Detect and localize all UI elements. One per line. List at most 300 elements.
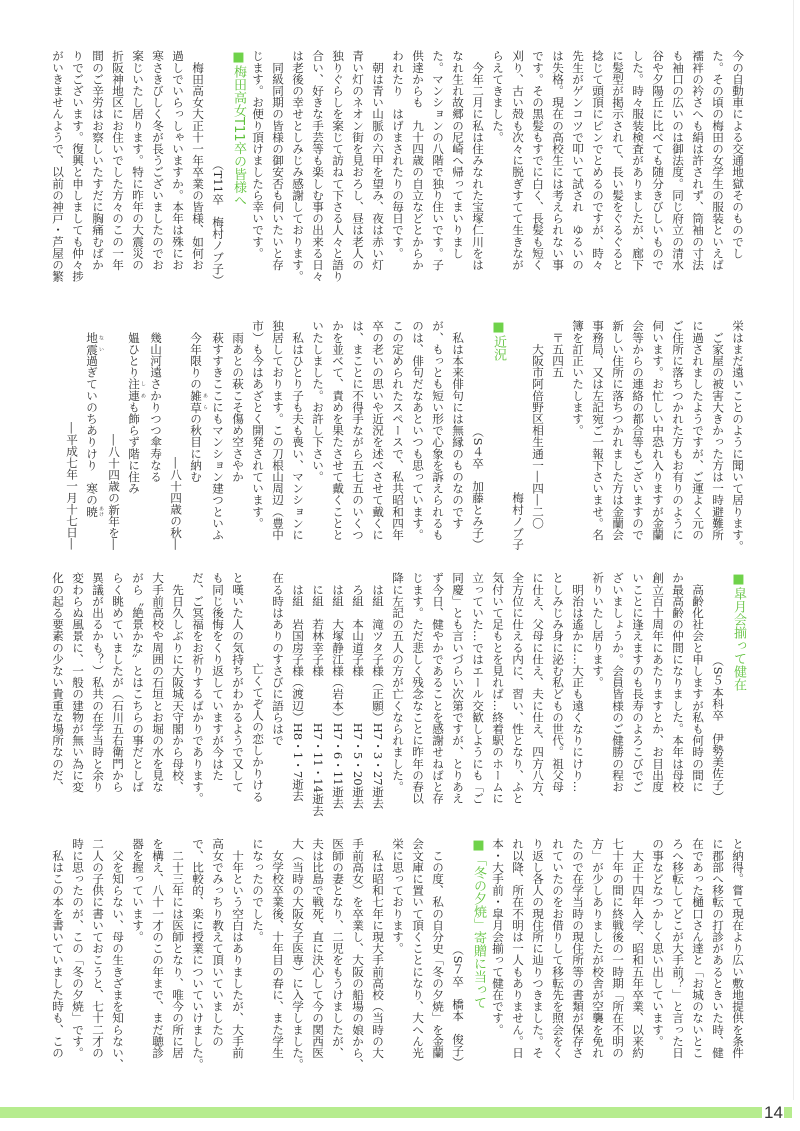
column-text: も袖口の広いのは御法度。同じ府立の清水 [671,50,685,271]
column-text: じます。お便り頂けましたら幸いです。 [251,50,265,259]
text-column [186,320,208,550]
ruby-base: 注連 [127,378,141,402]
column-text: れ以降、所在不明は一人もありません。日 [511,838,525,1059]
column-text: ろへ移転してどこが大手前？」と言った日 [671,838,685,1059]
text-column [448,572,468,802]
column-text: した。時々服装検査がありましたが、廊下 [631,50,645,271]
text-segment: 過ぎていのちありけり 寒の [85,354,99,506]
column-text: （S５本科卒 伊勢美佐子） [711,654,725,802]
text-column [368,838,388,1068]
column-text: 寒さきびしく冬が長うございましたのでお [151,50,165,271]
column-text: 間のご辛労はお察しいたすだに胸痛むばか [91,50,105,271]
column-text: 大手前高校や周囲の石垣とお堀の水を見な [151,572,165,793]
column-text: ず今日、健やかであることを感謝せねばと存 [431,572,445,804]
text-column [48,50,68,280]
text-column [368,572,388,809]
column-text: 過しでいらっしゃいますか。本年は殊にお [171,50,185,271]
text-column [248,320,268,550]
text-column [128,572,148,802]
ruby-base: 暁 [85,505,99,518]
column-text: 青い灯のネオン街を見おろし、昼は老人の [351,50,365,271]
column-text: たので在学当時の現住所等の書類が保存さ [571,838,585,1059]
byline-text-column [166,320,186,574]
text-column [588,50,608,280]
text-column [348,320,368,550]
column-text: に仕え、父母に仕え、夫に仕え、四方八方、 [531,572,545,804]
text-segment: も飾らず階に住み [127,401,141,495]
text-segment: の秋目に納む [189,412,203,483]
text-column [48,572,68,802]
text-column [688,572,708,802]
text-column [368,50,388,280]
text-tier-1 [48,50,748,304]
text-column [528,572,548,802]
column-text: は失格。現在の高校生には考えられない事 [551,50,565,271]
column-text: は組 滝ツタ子様（正願）H7・3・27逝去 [371,572,385,809]
text-column [548,572,568,802]
column-text: （S４卒 加藤とみ子） [471,426,485,550]
column-text: 全方位に仕える内に、習い、性となり、ふと [511,572,525,804]
text-column [628,50,648,280]
text-column [128,838,148,1068]
text-tier-4 [48,838,748,1068]
column-text: らく眺めていましたが（石川五右衛門から [111,572,125,793]
column-text: いたしました。お許し下さい。 [311,320,325,483]
column-text: 新しい住所に落ちつかれました方は金蘭会 [611,320,625,541]
column-text: 大（当時の大阪女子医専）に入学しました。 [291,838,305,1070]
ruby-annotation [127,378,146,402]
text-column [488,50,508,280]
text-column [668,50,688,280]
text-column [48,838,68,1068]
column-text: 市）も今はあざとく開発されています。 [251,320,265,529]
column-text: 谷や夕陽丘に比べても随分きびしいもので [651,50,665,271]
text-column [268,838,288,1068]
heading-square-bullet-icon: ■ [231,50,246,65]
column-text: ざいましょうか。会員皆様のご健勝の程お [611,572,625,793]
page-edge-divider [793,0,794,1100]
column-text: 今年二月に私は住みなれた宝塚仁川をは [471,50,485,271]
column-text: か最高齢の仲間になりました。本年は母校 [671,572,685,793]
column-text: 私はひとり子も夫も喪い、マンションに [291,320,305,541]
column-text: に髪型が掲示されて、長い髪をぐるぐると [611,50,625,271]
column-text: 本・大手前・皐月会揃って健在です。 [491,838,505,1036]
ruby-base: 雑草 [189,389,203,413]
text-column [388,838,408,1068]
column-text: は、まことに不得手ながら五七五のいくつ [351,320,365,541]
byline-text-column [468,320,488,550]
text-column [668,572,688,802]
text-column [568,320,588,550]
text-column [208,572,228,802]
column-text: 大阪市阿倍野区相生通一―四―二〇 [531,320,545,529]
text-column [668,838,688,1068]
column-text: らえてきました。 [491,50,505,143]
column-text: がら〝絶景かな〟とはこちらの事だとしば [131,572,145,793]
column-text: 雨あとの萩こそ傷め空さやか [231,320,245,483]
column-text: に過されましたようですが、ご運よく元の [691,320,705,541]
text-column [68,572,88,802]
page-number: 14 [764,1103,783,1122]
text-column [308,320,328,550]
ruby-annotation [85,331,104,355]
ruby-annotation [189,389,208,413]
column-text: 立っていた…ではエール交歓しようにも「ご [471,572,485,804]
text-column [728,50,748,280]
text-column [68,50,88,280]
column-text: 供達からも 九十四歳の自立などとからか [411,50,425,271]
column-text: としみじみ身に泌む私どもの世代。祖父母 [551,572,565,793]
column-text: り返し各人の現住所に辿りつきました。そ [531,838,545,1059]
column-text: 伺います。お忙しい中恐れ入りますが金蘭 [651,320,665,541]
column-text: になったのでした。 [251,838,265,943]
column-text: 先生がゲンコツで叩いて試され ゆるいの [571,50,585,271]
column-text: 化の起る要素の少ない貴重な場所なのだ、 [51,572,65,793]
column-text: 変わらぬ風景に、一般の建物が無い為に変 [71,572,85,793]
text-column [68,838,88,1068]
column-text: 刈り、古い殻も次々に脱ぎすてて生きなが [511,50,525,271]
column-text: 事務局、又は左記宛ご一報下さいませ。名 [591,320,605,541]
ruby-reading: しめ [140,378,146,402]
column-text: 会文庫に置いて頂くことになり、大へん光 [411,838,425,1059]
column-text: 父を知らない、母の生きざまを知らない、 [111,838,125,1070]
column-text: を構え、八十一才のこの年まで、まだ聴診 [151,838,165,1059]
column-text: 独居しております。この刀根山周辺（豊中 [271,320,285,541]
column-text: が、もっとも短い形で心象を訴えられるも [431,320,445,541]
column-text: は組 大塚静江様（岩本）H7・6・11逝去 [331,572,345,809]
ruby-annotation [85,505,104,518]
text-column [408,50,428,280]
section-heading-text: 梅田高女T11卒の皆様へ [231,65,246,207]
column-text: 祈りいたし居ります。 [591,572,605,688]
text-column [608,838,628,1068]
column-text: じます。ただ悲しく残念なことに昨年の春以 [411,572,425,804]
column-text: 栄に思っております。 [391,838,405,954]
text-column [248,50,268,280]
text-column [308,838,328,1068]
text-column [528,838,548,1068]
byline-text-column [208,50,228,304]
section-heading [488,320,508,550]
column-text: と嘆いた人の気持ちがわかるようで又して [231,572,245,793]
ruby-reading: ない [98,331,104,355]
column-text: ―平成七年一月十七日― [65,422,79,574]
column-text: ―八十四歳の秋― [169,457,183,574]
column-text: 合い、好きな手芸等も楽しむ事の出来る日々 [311,50,325,282]
text-column [228,320,248,550]
column-text: 創立百十周年にあたりますとか、お目出度 [651,572,665,793]
byline-text-column [104,320,124,574]
column-text: 幾山河遠さかりつつ傘寿なる [149,320,163,483]
column-text: 卒の老いの思いや近況を述べさせて戴くに [371,320,385,541]
text-column [288,50,308,280]
text-column [228,572,248,802]
text-column [568,572,588,802]
text-column [588,838,608,1068]
column-text: だ、ご冥福をお祈りするばかりであります。 [191,572,205,804]
column-text: 栄はまだ遠いことのように聞いて居ります。 [731,320,745,552]
byline-text-column [62,320,82,574]
section-heading [728,572,748,802]
section-heading-text: 近況 [491,335,506,361]
text-column [348,838,368,1068]
column-text: 大正十四年入学、昭和五年卒業、以来約 [631,838,645,1059]
column-text: 先日久しぶりに大阪城天守閣から母校、 [171,572,185,793]
text-column [688,50,708,280]
text-column [648,50,668,280]
text-column [168,838,188,1068]
text-column [146,320,166,550]
column-text: 夫は比島で戦死、直に決心して今の関西医 [311,838,325,1059]
text-column [528,320,548,550]
byline-text-column [508,320,528,562]
column-text: ご家屋の被害大きかった方は一時避難所 [711,320,725,541]
text-column [708,838,728,1068]
text-column [608,50,628,280]
text-tier-3 [48,572,748,826]
text-column [268,320,288,550]
column-text: と納得。嘗て現在より広い敷地提供を条件 [731,838,745,1059]
column-text: です。その黒髪もすでに白く、長髪も短く [531,50,545,271]
column-text: ご住所に落ちつかれた方もお有りのように [671,320,685,541]
text-column [328,320,348,550]
column-text: た。マンションの八階で独り住いです。子 [431,50,445,271]
column-text: 簿を訂正いたします。 [571,320,585,436]
text-column [388,572,408,802]
column-text: 朝は青い山脈の六甲を望み、夜は赤い灯 [371,50,385,271]
column-text: がいきませんようで、以前の神戸・芦屋の繁 [51,50,65,282]
column-text: われたり はげまされたりの毎日です。 [391,50,405,259]
text-column [448,50,468,280]
section-heading [468,838,488,1068]
text-column [308,572,328,817]
text-column [548,838,568,1068]
text-column [148,50,168,280]
column-text: 二人の子供に書いておこうと、七十二才の [91,838,105,1059]
text-column [288,320,308,550]
text-column [608,572,628,802]
text-column [608,320,628,550]
text-column [628,838,648,1068]
column-text: に組 若林幸子様 H7・11・14逝去 [311,572,325,817]
text-column [508,572,528,802]
column-text: 高女でみっちり教えて頂いていましたの [211,838,225,1047]
text-column [108,838,128,1068]
text-column [628,320,648,550]
byline-text-column [708,572,728,802]
text-column [88,50,108,280]
column-text: 同級同期の皆様の御安否も伺いたいと存 [271,50,285,271]
text-column [368,320,388,550]
text-column [288,838,308,1068]
text-column [428,572,448,802]
text-column [188,50,208,280]
byline-text-column [248,572,268,826]
column-text: 亡くてぞ人の恋しかりける [251,662,265,826]
column-text: 折阪神地区にお住いでした方々のこの一年 [111,50,125,271]
text-column [528,50,548,280]
text-column [408,838,428,1068]
column-text: 捻じて頭頂にピンでとめるのですが、時々 [591,50,605,271]
column-text: 医師の妻となり、二児をもうけましたが、 [331,838,345,1059]
text-column [708,320,728,550]
column-text: 手前高女）を卒業し、大阪の船場の娘から、 [351,838,365,1070]
text-column [408,320,428,550]
text-column [588,572,608,802]
column-text: 梅田高女大正十一年卒業の皆様、如何お [191,50,205,271]
text-column [708,50,728,280]
column-text: 在であった樋口さん達と「お城のないとこ [691,838,705,1059]
heading-square-bullet-icon: ■ [731,572,746,587]
text-column [428,50,448,280]
column-text: 襦袢の衿さへも絹は許されず、筒袖の寸法 [691,50,705,271]
footer-green-bar [0,1107,792,1118]
text-segment: 今年限りの [189,320,203,390]
text-column [82,320,104,550]
text-column [168,50,188,280]
text-tier-2 [48,320,748,574]
column-text: りでございます。復興と申しましても仲々捗 [71,50,85,282]
column-text: 私はこの本を書いていました時も、この [51,838,65,1059]
column-text: は組 岩国房子様（渡辺）H8・1・7逝去 [291,572,305,802]
text-column [228,838,248,1068]
column-text: 今の自動車による交通地獄そのものでし [731,50,745,259]
text-column [488,838,508,1068]
column-text: 降に左記の五人の方が亡くなられました。 [391,572,405,793]
text-segment: 媼ひとり [127,320,141,378]
column-text: 女学校卒業後、十年目の春に、また学生 [271,838,285,1059]
section-heading [228,50,248,280]
text-column [124,320,146,550]
column-text: は老後の幸せとしみじみ感謝しております。 [291,50,305,282]
text-column [408,572,428,802]
text-column [468,572,488,802]
text-column [688,320,708,550]
text-column [248,838,268,1068]
text-column [208,838,228,1068]
section-heading-text: 「冬の夕焼」寄贈に当って [471,853,486,1009]
text-column [648,838,668,1068]
column-text: この定められたスペースで、私共昭和四年 [391,320,405,541]
column-text: に郡部へ移転の打診があるときいた時、健 [711,838,725,1059]
column-text: なれ生れ故郷の尼崎へ帰ってまいりまし [451,50,465,259]
column-text: 七十年の間に終戦後の一時期「所在不明の [611,838,625,1059]
column-text: 独りぐらしを案じて訪ねて下さる人々と語り [331,50,345,282]
text-column [628,572,648,802]
column-text: この度、私の自分史「冬の夕焼」を金蘭 [431,838,445,1059]
column-text: も同じ後悔をくり返していますが今はた [211,572,225,781]
text-column [328,50,348,280]
text-column [328,572,348,809]
column-text: 梅村ノブ子 [511,491,525,562]
text-column [668,320,688,550]
text-column [108,50,128,280]
column-text: 私は昭和七年に現大手前高校（当時の大 [371,838,385,1059]
text-column [468,50,488,280]
text-column [548,50,568,280]
column-text: 私は本来俳句には無縁のものなのです [451,320,465,529]
text-column [508,838,528,1068]
text-column [728,838,748,1068]
column-text: 萩すすきここにもマンション建つといふ [211,320,225,541]
text-column [348,50,368,280]
text-column [268,50,288,280]
text-column [428,838,448,1068]
text-column [188,838,208,1068]
ruby-reading: あら [202,389,208,413]
text-column [148,572,168,802]
column-text: ―八十四歳の新年を― [107,434,121,574]
heading-square-bullet-icon: ■ [471,838,486,853]
text-column [308,50,328,280]
column-text: 会等からの連絡の都合等もございますので [631,320,645,541]
text-column [268,572,288,802]
column-text: 明治は遙かに…大正も遠くなりにけり… [571,572,585,793]
text-column [508,50,528,280]
text-column [588,320,608,550]
text-column [328,838,348,1068]
column-text: 〒五四五 [551,320,565,378]
text-column [348,572,368,809]
text-column [568,838,588,1068]
text-column [648,320,668,550]
column-text: （T11卒 梅村ノブ子） [211,158,225,304]
text-column [448,320,468,550]
heading-square-bullet-icon: ■ [491,320,506,335]
column-text: た。その頃の梅田の女学生の服装といえば [711,50,725,271]
column-text: 方」が少しありましたが校舎が空襲を免れ [591,838,605,1059]
column-text: 同慶」とも言いづらい次第ですが、とりあえ [451,572,465,804]
column-text: 器を握っています。 [131,838,145,943]
text-column [208,320,228,550]
column-text: かを並べて、責めを果たさせて戴くことと [331,320,345,541]
text-column [188,572,208,802]
text-column [168,572,188,802]
text-column [548,320,568,550]
text-column [288,572,308,802]
column-text: 時に思ったのが、この「冬の夕焼」です。 [71,838,85,1059]
column-text: 二十三年には医師となり、唯今の所に居 [171,838,185,1059]
text-column [128,50,148,280]
column-text: 案じいたし居ります。特に昨年の大震災の [131,50,145,271]
ruby-base: 地震 [85,331,99,355]
text-column [568,50,588,280]
byline-text-column [448,838,468,1068]
text-column [388,320,408,550]
text-column [688,838,708,1068]
section-heading-text: 皐月会揃って健在 [731,587,746,691]
column-text: で、比較的、楽に授業についていけました。 [191,838,205,1070]
text-column [148,838,168,1068]
column-text: 高齢化社会と申しますが私も何時の間に [691,572,705,793]
text-column [728,320,748,550]
text-column [388,50,408,280]
column-text: （S７卒 橋本 俊子） [451,944,465,1068]
column-text: 異議が出るかも？）私共の在学当時と余り [91,572,105,793]
text-column [88,838,108,1068]
column-text: 十年という空白はありましたが、大手前 [231,838,245,1059]
column-text: 気付いて足もとを見れば…終着駅のホームに [491,572,505,804]
text-column [108,572,128,802]
column-text: いことに逢えますのも長寿のよろこびでご [631,572,645,793]
column-text: れていたのをお借りして移転先を照会をく [551,838,565,1059]
column-text: のは、俳句だなあといつも思っています。 [411,320,425,541]
column-text: ろ組 本山道子様 H7・5・20逝去 [351,572,365,809]
column-text: の事などなつかしく思い出しています。 [651,838,665,1047]
column-text: 在る時はありのすさびに語らはで [271,572,285,746]
text-column [648,572,668,802]
text-segment [85,320,99,332]
